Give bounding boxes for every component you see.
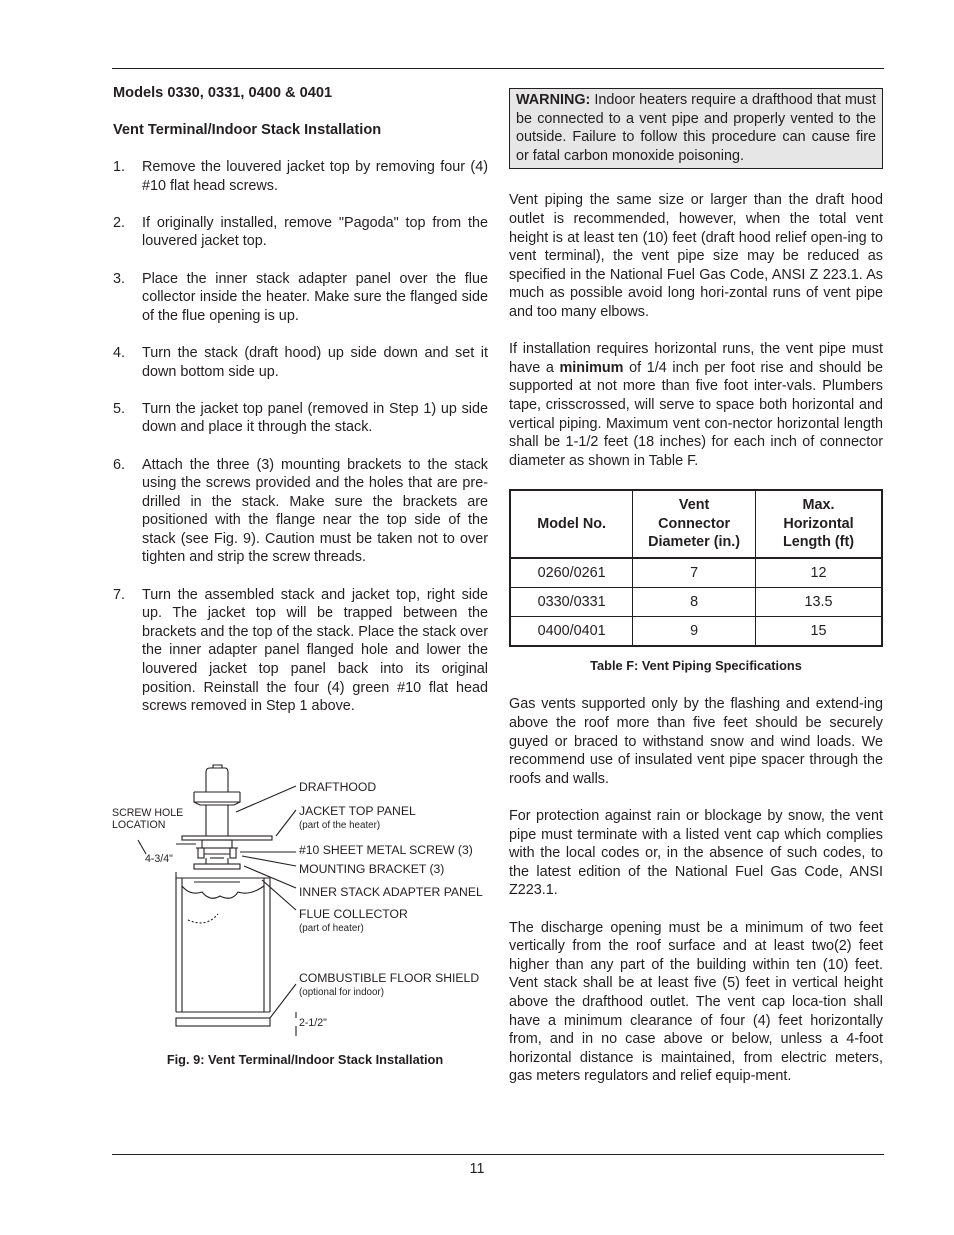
- step-number: 7.: [113, 586, 126, 603]
- right-column: [509, 88, 883, 1105]
- section-heading: Vent Terminal/Indoor Stack Installation: [113, 122, 382, 138]
- stack-installation-diagram: [110, 760, 500, 1080]
- label-dim-2-1-2: 2-1/2": [299, 1017, 327, 1029]
- step-item: [113, 586, 488, 716]
- step-text: Turn the assembled stack and jacket top, right side up. The jacket top will be trapped between the brackets and the top of the stack. Place the stack over the inner adapter panel flanged hole and lower the louvered jacket top panel back into its original position. Reinstall the four (4) green #10 flat head screws removed in Step 1 above.: [142, 586, 488, 715]
- label-inner-stack-adapter: INNER STACK ADAPTER PANEL: [299, 885, 483, 899]
- step-item: [113, 214, 488, 251]
- step-number: 3.: [113, 270, 126, 287]
- table-cell: 15: [756, 616, 883, 646]
- label-dim-4-3-4: 4-3/4": [145, 853, 173, 865]
- table-cell: 13.5: [756, 587, 883, 616]
- step-text: If originally installed, remove "Pagoda" top from the louvered jacket top.: [142, 214, 488, 250]
- label-sheet-metal-screw: #10 SHEET METAL SCREW (3): [299, 843, 473, 857]
- step-text: Turn the jacket top panel (removed in Step 1) up side down and place it through the stack.: [142, 400, 488, 436]
- step-item: [113, 158, 488, 195]
- table-cell: 12: [756, 558, 883, 588]
- table-cell: 0400/0401: [510, 616, 633, 646]
- paragraph-horizontal-runs: [509, 340, 883, 470]
- paragraph-discharge: The discharge opening must be a minimum of two feet vertically from the roof surface and at least two(2) feet higher than any part of the building within ten (10) feet. Vent stack shall be at least five (5) feet in vertical height above the drafthood outlet. The vent cap loca-tion shall have a minimum clearance of four (4) feet horizontally from, and in no case above or below, unless a 4-foot horizontal distance is maintained, from electric meters, gas meters regulators and relief equip-ment.: [509, 919, 883, 1085]
- paragraph-protection: For protection against rain or blockage by snow, the vent pipe must terminate with a listed vent cap which complies with the local codes or, in the absence of such codes, to the latest edition of the National Fuel Gas Code, ANSI Z223.1.: [509, 808, 883, 899]
- table-row: [510, 616, 882, 646]
- label-mounting-bracket: MOUNTING BRACKET (3): [299, 862, 445, 876]
- step-item: [113, 456, 488, 568]
- step-text: Attach the three (3) mounting brackets to the stack using the screws provided and the holes that are pre-drilled in the stack. Make sure the brackets are positioned with the flange near the top side of the stack (see Fig. 9). Caution must be taken not to over tighten and strip the screw threads.: [142, 456, 488, 566]
- step-text: Turn the stack (draft hood) up side down and set it down bottom side up.: [142, 344, 488, 380]
- step-text: Remove the louvered jacket top by removing four (4) #10 flat head screws.: [142, 159, 488, 194]
- label-flue-collector: FLUE COLLECTOR: [299, 907, 408, 921]
- models-heading: Models 0330, 0331, 0400 & 0401: [113, 85, 333, 101]
- label-drafthood: DRAFTHOOD: [299, 780, 377, 794]
- table-caption: Table F: Vent Piping Specifications: [590, 657, 802, 673]
- header-max-length: Max. Horizontal Length (ft): [756, 490, 883, 558]
- label-jacket-top-sub: (part of the heater): [299, 820, 381, 831]
- step-item: [113, 400, 488, 437]
- paragraph-gas-vents: Gas vents supported only by the flashing and extend-ing above the roof more than five feet should be securely guyed or braced to withstand snow and wind loads. We recommend use of insulated vent pipe spacer through the roofs and walls.: [509, 696, 883, 787]
- warning-label: WARNING:: [516, 92, 591, 108]
- top-rule: [112, 68, 884, 69]
- table-cell: 0260/0261: [510, 558, 633, 588]
- figure-caption: Fig. 9: Vent Terminal/Indoor Stack Installation: [166, 1052, 444, 1067]
- vent-piping-table: [509, 489, 883, 647]
- label-floor-shield: COMBUSTIBLE FLOOR SHIELD: [299, 971, 480, 985]
- table-cell: 8: [633, 587, 756, 616]
- table-body: [510, 558, 882, 646]
- para2-part-a: If installation requires horizontal runs, the vent pipe must have a: [509, 341, 883, 376]
- step-text: Place the inner stack adapter panel over the flue collector inside the heater. Make sure the flanged side of the flue opening is up.: [142, 270, 488, 324]
- table-row: [510, 587, 882, 616]
- label-screw-hole: SCREW HOLE: [112, 807, 184, 819]
- page-number: 11: [469, 1161, 485, 1177]
- label-flue-collector-sub: (part of heater): [299, 923, 364, 934]
- step-number: 4.: [113, 344, 126, 361]
- step-number: 2.: [113, 214, 126, 231]
- warning-box: [509, 88, 883, 169]
- table-cell: 9: [633, 616, 756, 646]
- table-header-row: [510, 490, 882, 558]
- label-jacket-top-panel: JACKET TOP PANEL: [299, 804, 416, 818]
- left-column: [113, 84, 488, 734]
- table-row: [510, 558, 882, 588]
- paragraph-vent-size: Vent piping the same size or larger than the draft hood outlet is recommended, however, when the total vent height is at least ten (10) feet (draft hood relief open-ing to vent terminal), the vent pipe size may be reduced as specified in the National Fuel Gas Code, ANSI Z 223.1. As much as possible avoid long hori-zontal runs of vent pipe and too many elbows.: [509, 192, 883, 320]
- step-item: [113, 344, 488, 381]
- header-diameter: Vent Connector Diameter (in.): [633, 490, 756, 558]
- header-model-no: Model No.: [510, 490, 633, 558]
- step-item: [113, 270, 488, 326]
- installation-steps: [113, 158, 488, 716]
- bottom-rule: [112, 1154, 884, 1155]
- warning-text: Indoor heaters require a drafthood that must be connected to a vent pipe and properly vented to the outside. Failure to follow this procedure can cause fire or fatal carbon monoxide poisoning.: [516, 92, 877, 164]
- label-location: LOCATION: [112, 819, 166, 831]
- table-cell: 7: [633, 558, 756, 588]
- figure-9: [110, 760, 500, 1085]
- table-cell: 0330/0331: [510, 587, 633, 616]
- label-floor-shield-sub: (optional for indoor): [299, 987, 384, 998]
- step-number: 5.: [113, 400, 126, 417]
- step-number: 1.: [113, 159, 126, 175]
- para2-part-b: of 1/4 inch per foot rise and should be supported at not more than five foot inter-vals. Plumbers tape, crisscrossed, will serve to space both horizontal and vertical piping. Maximum vent con-nector horizontal length shall be 1-1/2 feet (18 inches) for each inch of connector diameter as shown in Table F.: [509, 359, 883, 469]
- step-number: 6.: [113, 456, 126, 473]
- para2-bold: minimum: [559, 359, 624, 376]
